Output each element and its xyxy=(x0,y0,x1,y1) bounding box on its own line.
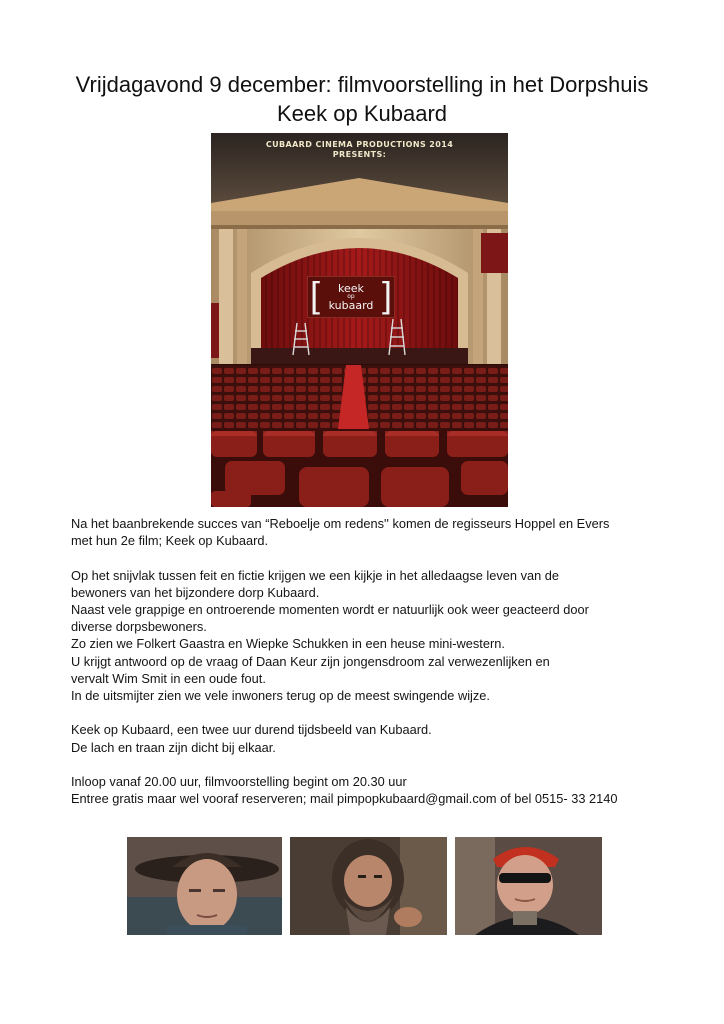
sign-word-kubaard: kubaard xyxy=(328,299,374,312)
paragraph-2-line-1: Op het snijvlak tussen feit en fictie krijgen we een kijkje in het alledaagse leven van de xyxy=(71,567,559,583)
sign-word-op: op xyxy=(347,293,355,300)
title-line-2: Keek op Kubaard xyxy=(276,101,448,126)
bracket-right-icon: ] xyxy=(381,274,392,315)
movie-poster xyxy=(211,133,508,507)
paragraph-2-line-7: vervalt Wim Smit in een oude fout. xyxy=(71,670,266,686)
photo-bandana-man xyxy=(455,837,602,935)
paragraph-2-line-2: bewoners van het bijzondere dorp Kubaard. xyxy=(71,584,320,600)
photo-strip xyxy=(127,837,602,935)
title-line-1: Vrijdagavond 9 december: filmvoorstelling in het Dorpshuis xyxy=(75,72,649,97)
page-title xyxy=(0,70,724,128)
paragraph-4-line-1: Inloop vanaf 20.00 uur, filmvoorstelling begint om 20.30 uur xyxy=(71,774,407,789)
poster-presents xyxy=(211,140,508,160)
paragraph-3-line-1: Keek op Kubaard, een twee uur durend tijdsbeeld van Kubaard. xyxy=(71,722,432,738)
paragraph-1-line-1: Na het baanbrekende succes van “Reboelje om redens'' komen de regisseurs Hoppel en Evers xyxy=(71,516,610,531)
paragraph-2-line-8: In de uitsmijter zien we vele inwoners terug op de meest swingende wijze. xyxy=(71,688,490,704)
film-title-sign xyxy=(307,276,395,318)
paragraph-2-line-4: diverse dorpsbewoners. xyxy=(71,619,207,635)
poster-presents-line-1: CUBAARD CINEMA PRODUCTIONS 2014 xyxy=(265,140,454,149)
paragraph-2-line-5: Zo zien we Folkert Gaastra en Wiepke Schukken in een heuse mini-western. xyxy=(71,636,505,652)
theater-illustration xyxy=(211,133,508,507)
paragraph-2-line-3: Naast vele grappige en ontroerende momenten wordt er natuurlijk ook weer geacteerd door xyxy=(71,602,589,617)
bracket-left-icon: [ xyxy=(310,274,321,315)
paragraph-4-line-2: Entree gratis maar wel vooraf reserveren; mail pimpopkubaard@gmail.com of bel 0515- 33 2140 xyxy=(71,791,618,807)
paragraph-2-line-6: U krijgt antwoord op de vraag of Daan Keur zijn jongensdroom zal verwezenlijken en xyxy=(71,653,550,669)
announcement-text xyxy=(71,515,671,807)
photo-bearded-man xyxy=(290,837,447,935)
poster-presents-line-2: PRESENTS: xyxy=(332,150,387,159)
photo-cowboy xyxy=(127,837,282,935)
paragraph-1-line-2: met hun 2e film; Keek op Kubaard. xyxy=(71,533,269,549)
sign-word-keek: keek xyxy=(338,282,364,295)
paragraph-3-line-2: De lach en traan zijn dicht bij elkaar. xyxy=(71,739,276,755)
